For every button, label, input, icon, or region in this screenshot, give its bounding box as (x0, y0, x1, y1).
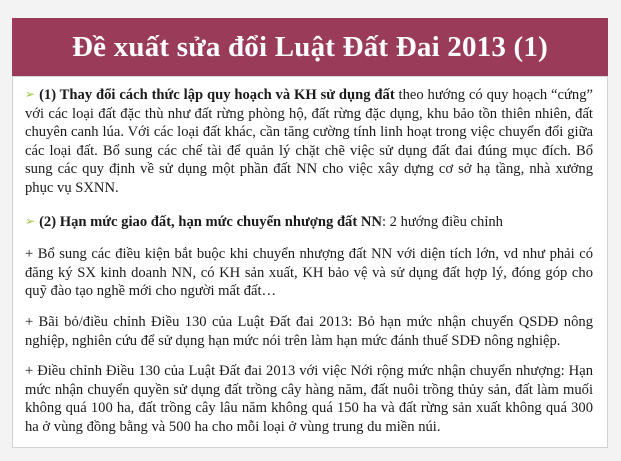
item-1-body: theo hướng có quy hoạch “cứng” với các loại đất đặc thù như đất rừng phòng hộ, đất rừng đặc dụng, khu bảo tồn thiên nhiên, đất chuyên canh lúa. Với các loại đất khác, cần tăng cường tính linh hoạt trong việc chuyển đổi giữa các loại đất. Bổ sung các chế tài để quản lý chặt chẽ việc sử dụng đất đai đúng mục đích. Bổ sung các quy định về sử dụng một phần đất NN cho việc xây dựng cơ sở hạ tầng, nhà xưởng phục vụ SXNN. (25, 87, 593, 196)
item-1-heading: (1) Thay đổi cách thức lập quy hoạch và KH sử dụng đất (39, 87, 395, 103)
content-box (12, 76, 608, 448)
slide-title: Đề xuất sửa đổi Luật Đất Đai 2013 (1) (72, 30, 548, 63)
item-2-body: : 2 hướng điều chỉnh (381, 213, 503, 230)
paragraph-conditions: + Bổ sung các điều kiện bắt buộc khi chuyển nhượng đất NN với diện tích lớn, vd như phải có đăng ký SX kinh doanh NN, có KH sản xuất, KH bảo vệ và sử dụng đất hợp lý, đóng góp cho quỹ đào tạo nghề mới cho người mất đất… (25, 246, 593, 300)
arrow-bullet-icon: ➢ (25, 87, 36, 101)
paragraph-adjust: + Điều chỉnh Điều 130 của Luật Đất đai 2013 với việc Nới rộng mức nhận chuyển nhượng: Hạn mức nhận chuyển quyền sử dụng đất trồng cây hàng năm, đất nuôi trồng thủy sản, đất làm muối không quá 100 ha, đất trồng cây lâu năm không quá 150 ha và đất rừng sản xuất không quá 300 ha ở vùng đồng bằng và 500 ha cho mỗi loại ở vùng trung du miền núi. (25, 363, 593, 435)
title-bar (12, 18, 608, 76)
paragraph-abolish: + Bãi bỏ/điều chỉnh Điều 130 của Luật Đất đai 2013: Bỏ hạn mức nhận chuyển QSDĐ nông nghiệp, nghiên cứu để sử dụng hạn mức nói trên làm hạn mức đánh thuế SDĐ nông nghiệp. (25, 313, 593, 349)
item-2-heading: (2) Hạn mức giao đất, hạn mức chuyển nhượng đất NN (39, 213, 382, 230)
item-2 (25, 213, 593, 232)
item-1 (25, 86, 593, 198)
arrow-bullet-icon: ➢ (25, 213, 36, 228)
